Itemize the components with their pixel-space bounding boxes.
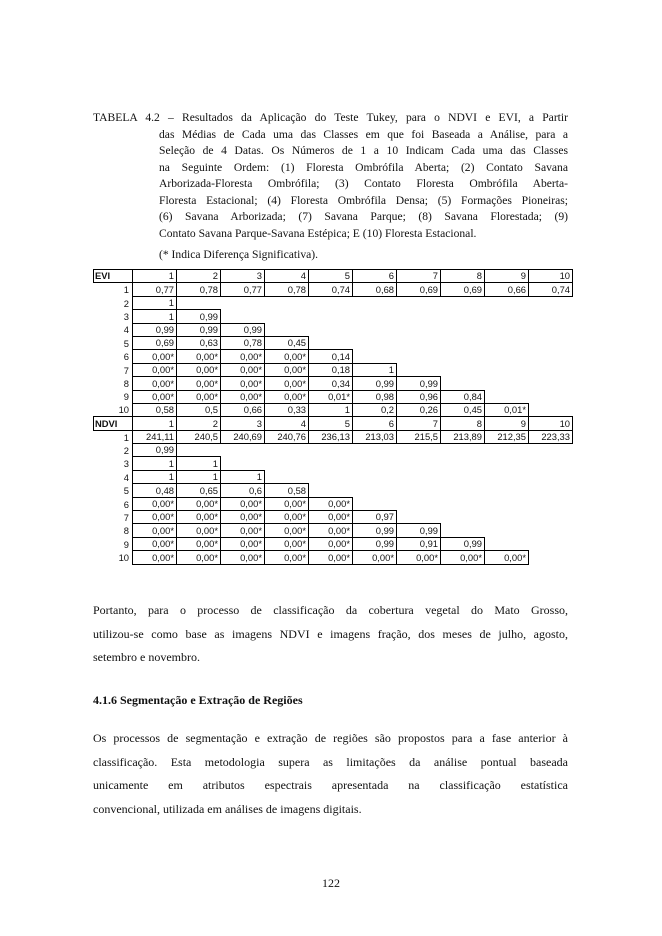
empty-cell [529, 390, 573, 403]
table-cell: 0,48 [133, 484, 177, 497]
empty-cell [221, 444, 265, 457]
table-cell: 0,00* [309, 551, 353, 564]
table-cell: 241,11 [133, 430, 177, 443]
table-header-row [94, 417, 573, 430]
empty-cell [485, 444, 529, 457]
table-cell: 0,00* [309, 511, 353, 524]
empty-cell [485, 296, 529, 309]
empty-cell [265, 457, 309, 470]
empty-cell [441, 524, 485, 537]
table-row [94, 336, 573, 349]
paragraph-line: utilizou-se como base as imagens NDVI e imagens fração, dos meses de julho, agosto, [93, 626, 568, 641]
table-cell: 240,5 [177, 430, 221, 443]
table-cell: 0,00* [177, 537, 221, 550]
empty-cell [309, 323, 353, 336]
empty-cell [353, 310, 397, 323]
empty-cell [529, 484, 573, 497]
table-row [94, 537, 573, 550]
column-header: 6 [353, 270, 397, 283]
empty-cell [441, 377, 485, 390]
column-header: 8 [441, 417, 485, 430]
table-cell: 240,76 [265, 430, 309, 443]
empty-cell [309, 457, 353, 470]
empty-cell [529, 350, 573, 363]
table-cell: 0,00* [265, 524, 309, 537]
table-cell: 1 [353, 363, 397, 376]
empty-cell [397, 484, 441, 497]
table-cell: 0,00* [133, 377, 177, 390]
empty-cell [529, 296, 573, 309]
column-header: 4 [265, 270, 309, 283]
table-cell: 1 [177, 457, 221, 470]
table-cell: 0,00* [397, 551, 441, 564]
empty-cell [353, 444, 397, 457]
table-row [94, 470, 573, 483]
row-index: 1 [123, 284, 129, 296]
table-cell: 0,00* [177, 524, 221, 537]
empty-cell [529, 551, 573, 564]
empty-cell [265, 444, 309, 457]
row-index: 2 [123, 297, 129, 309]
table-row [94, 350, 573, 363]
table-row [94, 511, 573, 524]
empty-cell [485, 470, 529, 483]
row-index: 7 [123, 511, 129, 523]
table-cell: 0,00* [265, 390, 309, 403]
empty-cell [397, 336, 441, 349]
table-cell: 0,78 [221, 336, 265, 349]
empty-cell [397, 363, 441, 376]
table-cell: 212,35 [485, 430, 529, 443]
table-cell: 0,00* [265, 537, 309, 550]
empty-cell [309, 336, 353, 349]
paragraph-segmentation [93, 727, 568, 821]
row-index: 4 [123, 324, 129, 336]
empty-cell [397, 310, 441, 323]
table-row [94, 497, 573, 510]
row-index: 9 [123, 538, 129, 550]
table-cell: 0,34 [309, 377, 353, 390]
empty-cell [177, 444, 221, 457]
table-cell: 0,63 [177, 336, 221, 349]
table-caption [93, 110, 568, 264]
empty-cell [353, 470, 397, 483]
empty-cell [309, 484, 353, 497]
empty-cell [221, 296, 265, 309]
table-cell: 0,84 [441, 390, 485, 403]
column-header: 3 [221, 417, 265, 430]
empty-cell [441, 444, 485, 457]
empty-cell [265, 310, 309, 323]
column-header: 5 [309, 417, 353, 430]
empty-cell [397, 296, 441, 309]
empty-cell [177, 296, 221, 309]
tukey-table [93, 269, 573, 565]
table-cell: 1 [133, 310, 177, 323]
empty-cell [529, 497, 573, 510]
empty-cell [485, 524, 529, 537]
row-index: 10 [118, 552, 129, 564]
empty-cell [485, 350, 529, 363]
empty-cell [441, 310, 485, 323]
table-cell: 236,13 [309, 430, 353, 443]
empty-cell [353, 497, 397, 510]
row-index: 4 [123, 471, 129, 483]
empty-cell [397, 457, 441, 470]
empty-cell [265, 470, 309, 483]
column-header: 10 [529, 270, 573, 283]
table-cell: 0,99 [397, 377, 441, 390]
table-cell: 0,00* [265, 551, 309, 564]
empty-cell [309, 444, 353, 457]
table-cell: 0,01* [309, 390, 353, 403]
table-cell: 0,33 [265, 403, 309, 416]
table-cell: 0,68 [353, 283, 397, 296]
table-row [94, 524, 573, 537]
empty-cell [529, 511, 573, 524]
table-cell: 0,00* [221, 497, 265, 510]
empty-cell [353, 336, 397, 349]
empty-cell [353, 457, 397, 470]
row-index: 10 [118, 404, 129, 416]
empty-cell [485, 377, 529, 390]
table-header-row [94, 270, 573, 283]
empty-cell [265, 323, 309, 336]
column-header: 1 [133, 417, 177, 430]
table-cell: 0,00* [177, 390, 221, 403]
table-cell: 0,00* [221, 511, 265, 524]
paragraph-line: Os processos de segmentação e extração de regiões são propostos para a fase anterior à [93, 731, 568, 745]
table-cell: 0,91 [397, 537, 441, 550]
table-cell: 213,89 [441, 430, 485, 443]
table-cell: 0,00* [309, 497, 353, 510]
table-cell: 1 [309, 403, 353, 416]
empty-cell [441, 363, 485, 376]
table-cell: 0,5 [177, 403, 221, 416]
table-cell: 0,74 [529, 283, 573, 296]
table-cell: 0,45 [441, 403, 485, 416]
empty-cell [397, 511, 441, 524]
row-index: 6 [123, 351, 129, 363]
paragraph-line: convencional, utilizada em análises de imagens digitais. [93, 801, 362, 816]
block-label: EVI [94, 270, 133, 283]
table-cell: 0,99 [177, 310, 221, 323]
table-cell: 0,00* [309, 524, 353, 537]
empty-cell [441, 350, 485, 363]
table-cell: 0,99 [353, 537, 397, 550]
caption-line: TABELA 4.2 – Resultados da Aplicação do Teste Tukey, para o NDVI e EVI, a Partir [93, 111, 568, 124]
column-header: 9 [485, 417, 529, 430]
empty-cell [529, 323, 573, 336]
table-cell: 0,99 [353, 377, 397, 390]
empty-cell [529, 444, 573, 457]
table-cell: 0,00* [265, 497, 309, 510]
column-header: 8 [441, 270, 485, 283]
table-cell: 0,00* [133, 537, 177, 550]
caption-line: Arborizada-Floresta Ombrófila; (3) Contato Floresta Ombrófila Aberta- [159, 177, 568, 190]
caption-line: na Seguinte Ordem: (1) Floresta Ombrófila Aberta; (2) Contato Savana [159, 160, 568, 174]
table-row [94, 403, 573, 416]
table-cell: 223,33 [529, 430, 573, 443]
table-cell: 0,00* [177, 497, 221, 510]
table-cell: 0,99 [353, 524, 397, 537]
empty-cell [529, 336, 573, 349]
empty-cell [441, 497, 485, 510]
table-cell: 1 [133, 470, 177, 483]
empty-cell [441, 336, 485, 349]
table-cell: 1 [133, 296, 177, 309]
table-row [94, 457, 573, 470]
empty-cell [529, 537, 573, 550]
empty-cell [485, 363, 529, 376]
table-row [94, 444, 573, 457]
table-row [94, 430, 573, 443]
row-index: 8 [123, 525, 129, 537]
empty-cell [485, 511, 529, 524]
table-cell: 1 [221, 470, 265, 483]
empty-cell [485, 390, 529, 403]
empty-cell [397, 323, 441, 336]
empty-cell [309, 310, 353, 323]
table-cell: 0,98 [353, 390, 397, 403]
column-header: 4 [265, 417, 309, 430]
table-cell: 213,03 [353, 430, 397, 443]
table-cell: 0,01* [485, 403, 529, 416]
table-cell: 0,58 [133, 403, 177, 416]
table-cell: 0,00* [221, 537, 265, 550]
empty-cell [529, 470, 573, 483]
empty-cell [485, 537, 529, 550]
table-cell: 0,00* [221, 377, 265, 390]
row-index: 7 [123, 364, 129, 376]
empty-cell [485, 336, 529, 349]
caption-line: Contato Savana Parque-Savana Estépica; E (10) Floresta Estacional. [159, 226, 477, 240]
column-header: 6 [353, 417, 397, 430]
column-header: 5 [309, 270, 353, 283]
empty-cell [529, 377, 573, 390]
table-cell: 0,99 [133, 323, 177, 336]
table-row [94, 551, 573, 564]
table-cell: 0,99 [441, 537, 485, 550]
table-cell: 0,00* [309, 537, 353, 550]
table-cell: 0,00* [177, 350, 221, 363]
empty-cell [441, 296, 485, 309]
table-cell: 0,65 [177, 484, 221, 497]
empty-cell [529, 457, 573, 470]
caption-line: Seleção de 4 Datas. Os Números de 1 a 10 Indicam Cada uma das Classes [159, 144, 568, 157]
table-cell: 0,78 [265, 283, 309, 296]
table-cell: 0,00* [177, 377, 221, 390]
paragraph-conclusion [93, 599, 568, 670]
table-cell: 0,18 [309, 363, 353, 376]
empty-cell [221, 457, 265, 470]
empty-cell [485, 484, 529, 497]
table-cell: 0,00* [177, 363, 221, 376]
table-cell: 0,00* [221, 524, 265, 537]
row-index: 1 [123, 431, 129, 443]
table-cell: 0,78 [177, 283, 221, 296]
table-cell: 0,00* [133, 511, 177, 524]
table-cell: 0,00* [221, 363, 265, 376]
column-header: 2 [177, 417, 221, 430]
row-index: 8 [123, 378, 129, 390]
empty-cell [353, 484, 397, 497]
empty-cell [397, 350, 441, 363]
table-cell: 240,69 [221, 430, 265, 443]
table-cell: 1 [177, 470, 221, 483]
column-header: 2 [177, 270, 221, 283]
table-cell: 0,00* [441, 551, 485, 564]
table-cell: 0,6 [221, 484, 265, 497]
table-cell: 0,14 [309, 350, 353, 363]
table-cell: 0,97 [353, 511, 397, 524]
column-header: 7 [397, 417, 441, 430]
table-cell: 0,00* [177, 511, 221, 524]
empty-cell [397, 497, 441, 510]
caption-line: das Médias de Cada uma das Classes em que foi Baseada a Análise, para a [159, 127, 568, 141]
section-heading: 4.1.6 Segmentação e Extração de Regiões [93, 693, 303, 707]
empty-cell [397, 470, 441, 483]
empty-cell [529, 403, 573, 416]
table-cell: 0,00* [485, 551, 529, 564]
table-cell: 0,00* [133, 350, 177, 363]
table-cell: 0,00* [265, 511, 309, 524]
table-cell: 0,00* [133, 497, 177, 510]
table-cell: 0,00* [265, 363, 309, 376]
empty-cell [353, 296, 397, 309]
table-cell: 0,77 [133, 283, 177, 296]
row-index: 2 [123, 444, 129, 456]
table-row [94, 377, 573, 390]
empty-cell [529, 363, 573, 376]
empty-cell [441, 484, 485, 497]
column-header: 1 [133, 270, 177, 283]
empty-cell [441, 323, 485, 336]
table-cell: 0,99 [133, 444, 177, 457]
row-index: 3 [123, 311, 129, 323]
table-cell: 0,99 [221, 323, 265, 336]
table-cell: 0,00* [353, 551, 397, 564]
table-row [94, 363, 573, 376]
paragraph-line: classificação. Esta metodologia supera as limitações da análise pontual baseada [93, 754, 568, 769]
empty-cell [353, 350, 397, 363]
table-row [94, 296, 573, 309]
table-cell: 1 [133, 457, 177, 470]
table-cell: 0,45 [265, 336, 309, 349]
empty-cell [309, 296, 353, 309]
table-cell: 0,00* [133, 551, 177, 564]
paragraph-line: Portanto, para o processo de classificação da cobertura vegetal do Mato Grosso, [93, 603, 568, 617]
empty-cell [309, 470, 353, 483]
column-header: 10 [529, 417, 573, 430]
table-cell: 0,00* [265, 350, 309, 363]
column-header: 9 [485, 270, 529, 283]
empty-cell [529, 524, 573, 537]
empty-cell [485, 323, 529, 336]
table-cell: 0,74 [309, 283, 353, 296]
column-header: 3 [221, 270, 265, 283]
empty-cell [441, 470, 485, 483]
table-cell: 0,00* [177, 551, 221, 564]
table-cell: 0,66 [221, 403, 265, 416]
column-header: 7 [397, 270, 441, 283]
empty-cell [221, 310, 265, 323]
table-cell: 215,5 [397, 430, 441, 443]
table-cell: 0,66 [485, 283, 529, 296]
row-index: 9 [123, 391, 129, 403]
table-cell: 0,99 [397, 524, 441, 537]
caption-note: (* Indica Diferença Significativa). [159, 248, 319, 261]
table-cell: 0,26 [397, 403, 441, 416]
table-cell: 0,2 [353, 403, 397, 416]
row-index: 6 [123, 498, 129, 510]
paragraph-line: setembro e novembro. [93, 650, 200, 664]
table-cell: 0,00* [221, 350, 265, 363]
caption-line: Floresta Estacional; (4) Floresta Ombrófila Densa; (5) Formações Pioneiras; [159, 193, 568, 207]
page-number: 122 [322, 876, 340, 890]
empty-cell [353, 323, 397, 336]
table-cell: 0,00* [265, 377, 309, 390]
table-cell: 0,00* [133, 363, 177, 376]
empty-cell [529, 310, 573, 323]
table-row [94, 484, 573, 497]
empty-cell [397, 444, 441, 457]
table-row [94, 283, 573, 296]
table-cell: 0,00* [221, 390, 265, 403]
caption-line: (6) Savana Arborizada; (7) Savana Parque; (8) Savana Florestada; (9) [159, 210, 568, 223]
table-row [94, 310, 573, 323]
table-cell: 0,99 [177, 323, 221, 336]
empty-cell [265, 296, 309, 309]
row-index: 3 [123, 458, 129, 470]
table-cell: 0,69 [441, 283, 485, 296]
empty-cell [485, 310, 529, 323]
table-cell: 0,69 [133, 336, 177, 349]
table-row [94, 323, 573, 336]
table-cell: 0,96 [397, 390, 441, 403]
empty-cell [441, 511, 485, 524]
block-label: NDVI [94, 417, 133, 430]
table-cell: 0,00* [221, 551, 265, 564]
paragraph-line: unicamente em atributos espectrais apresentada na classificação estatística [93, 778, 568, 792]
empty-cell [485, 497, 529, 510]
empty-cell [485, 457, 529, 470]
row-index: 5 [123, 337, 129, 349]
table-cell: 0,00* [133, 524, 177, 537]
table-cell: 0,77 [221, 283, 265, 296]
table-row [94, 390, 573, 403]
table-cell: 0,69 [397, 283, 441, 296]
empty-cell [441, 457, 485, 470]
table-cell: 0,00* [133, 390, 177, 403]
row-index: 5 [123, 485, 129, 497]
table-cell: 0,58 [265, 484, 309, 497]
